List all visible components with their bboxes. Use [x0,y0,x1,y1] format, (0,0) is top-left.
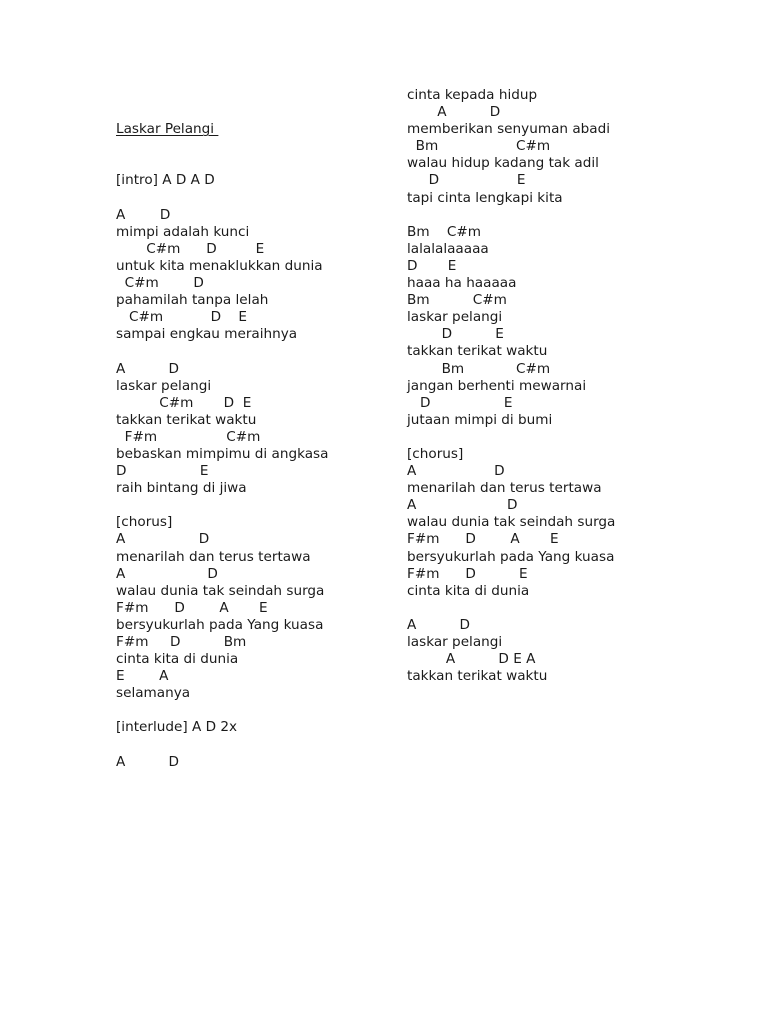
lyric-line: sampai engkau meraihnya [116,326,298,343]
chord-line: F#m D A E [407,531,559,548]
section-label: [chorus] [116,514,173,531]
chord-line: C#m D E [116,240,265,257]
chord-line: F#m C#m [116,428,261,445]
section-label: [chorus] [407,445,464,462]
lyric-line: cinta kita di dunia [116,651,239,668]
blank-line [116,190,386,207]
chord-line: A D E A [407,651,536,668]
lyric-line: jangan berhenti mewarnai [407,377,587,394]
blank-line [116,155,386,172]
chord-line: C#m D E [116,309,247,326]
blank-line [116,343,386,360]
chord-line: E A [116,668,169,685]
section-label: [intro] A D A D [116,172,215,189]
lyric-line: mimpi adalah kunci [116,223,250,240]
chord-line: D E [407,394,513,411]
lyric-line: jutaan mimpi di bumi [407,411,553,428]
blank-line [116,737,386,754]
chord-line: C#m D [116,275,204,292]
lyric-line: walau dunia tak seindah surga [407,514,616,531]
lyric-line: lalalalaaaaa [407,240,489,257]
lyric-line: takkan terikat waktu [116,411,257,428]
lyric-line: bersyukurlah pada Yang kuasa [116,616,324,633]
chord-line: F#m D Bm [116,634,247,650]
lyric-line: laskar pelangi [407,309,503,326]
chord-line: A D [116,565,218,582]
chord-line: A D [116,531,210,548]
blank-line [407,600,697,617]
section-label: [interlude] A D 2x [116,719,238,736]
chord-line: F#m D A E [116,599,268,616]
chord-line: D E [407,326,504,343]
lyric-line: walau dunia tak seindah surga [116,582,325,599]
chord-line: Bm C#m [407,138,551,155]
chord-line: A D [116,206,171,223]
lyric-line: menarilah dan terus tertawa [407,480,602,497]
lyric-line: cinta kepada hidup [407,87,538,103]
chord-line: D E [116,463,209,480]
chord-line: D E [407,257,457,274]
chord-line: C#m D E [116,394,252,411]
lyric-line: takkan terikat waktu [407,668,548,685]
left-column [116,87,386,771]
chord-line: A D [407,497,518,514]
chord-line: A D [407,104,501,121]
blank-line [407,207,697,224]
chord-line: A D [116,753,179,770]
chord-line: Bm C#m [407,292,507,309]
lyric-line: untuk kita menaklukkan dunia [116,257,323,274]
lyric-line: tapi cinta lengkapi kita [407,189,563,206]
lyric-line: raih bintang di jiwa [116,480,247,497]
blank-line [116,497,386,514]
blank-line [407,429,697,446]
chord-line: A D [407,463,505,480]
chord-line: F#m D E [407,565,528,582]
chord-line: A D [407,616,470,633]
lyric-line: cinta kita di dunia [407,582,530,599]
lyric-line: laskar pelangi [407,634,503,650]
lyric-line: pahamilah tanpa lelah [116,292,269,309]
chord-line: A D [116,360,179,377]
chord-line: Bm C#m [407,360,551,377]
lyric-line: haaa ha haaaaa [407,275,517,292]
blank-line [116,702,386,719]
song-title: Laskar Pelangi [116,121,219,138]
lyric-line: bebaskan mimpimu di angkasa [116,445,329,462]
lyric-line: selamanya [116,685,191,702]
lyric-line: takkan terikat waktu [407,343,548,360]
lyric-line: laskar pelangi [116,377,212,394]
right-column [407,87,697,685]
chord-line: Bm C#m [407,223,481,240]
chord-line: D E [407,172,526,189]
lyric-line: menarilah dan terus tertawa [116,548,311,565]
lyric-line: walau hidup kadang tak adil [407,155,599,172]
lyric-line: memberikan senyuman abadi [407,121,611,138]
lyric-line: bersyukurlah pada Yang kuasa [407,548,615,565]
